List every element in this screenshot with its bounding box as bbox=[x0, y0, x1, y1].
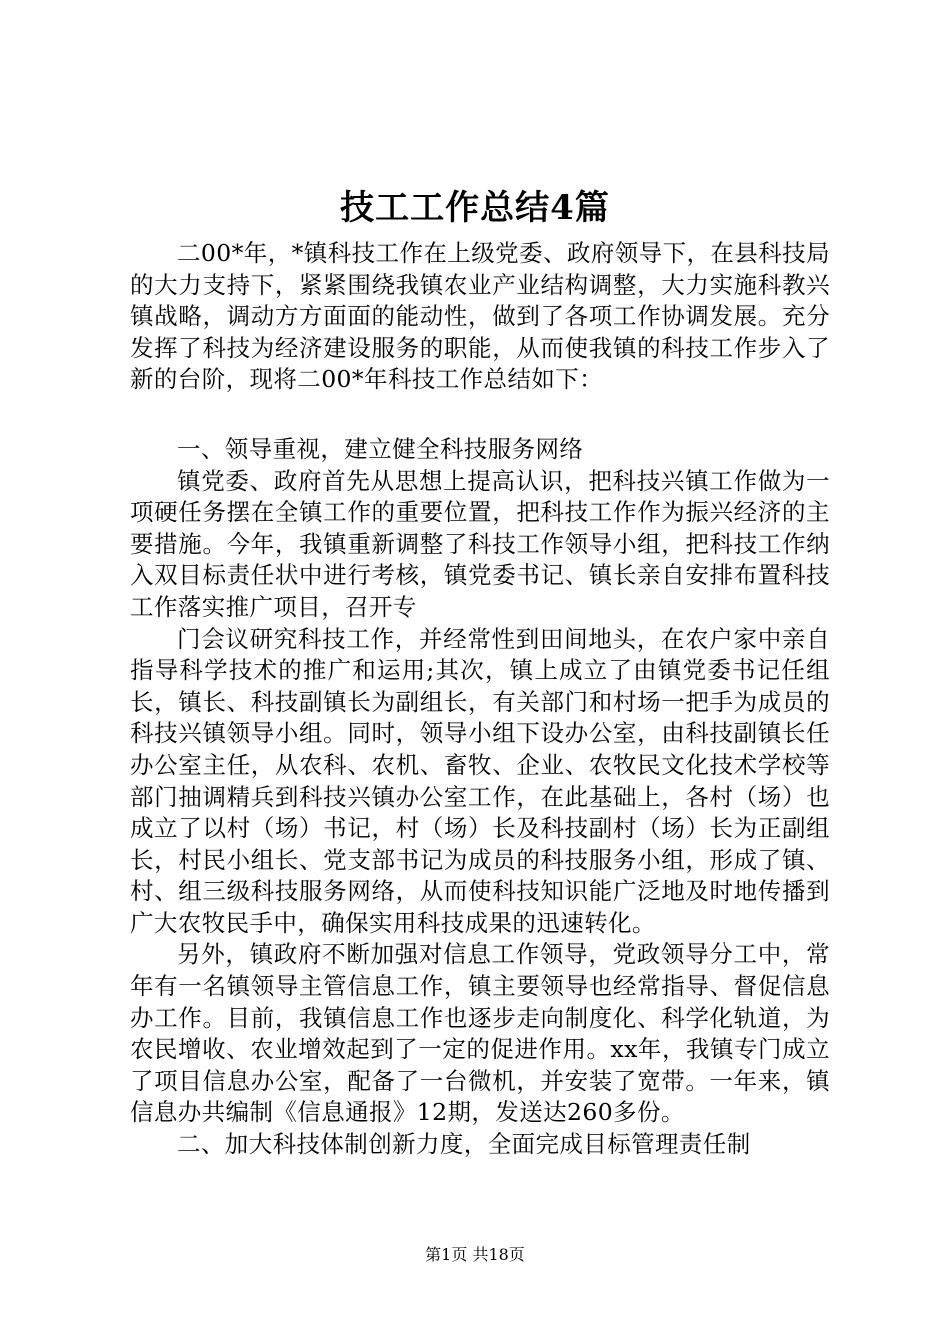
paragraph-spacer bbox=[130, 396, 830, 434]
body-paragraph: 镇党委、政府首先从思想上提高认识，把科技兴镇工作做为一项硬任务摆在全镇工作的重要位置，把科技工作作为振兴经济的主要措施。今年，我镇重新调整了科技工作领导小组，把科技工作纳入双目标责任状中进行考核，镇党委书记、镇长亲自安排布置科技工作落实推广项目，召开专 bbox=[130, 466, 830, 621]
intro-paragraph: 二00*年，*镇科技工作在上级党委、政府领导下，在县科技局的大力支持下，紧紧围绕我镇农业产业结构调整，大力实施科教兴镇战略，调动方方面面的能动性，做到了各项工作协调发展。充分发挥了科技为经济建设服务的职能，从而使我镇的科技工作步入了新的台阶，现将二00*年科技工作总结如下： bbox=[130, 239, 830, 394]
section-heading-2: 二、加大科技体制创新力度，全面完成目标管理责任制 bbox=[177, 1130, 751, 1159]
page-number-footer: 第1页 共18页 bbox=[425, 1245, 525, 1264]
body-paragraph: 另外，镇政府不断加强对信息工作领导，党政领导分工中，常年有一名镇领导主管信息工作，镇主要领导也经常指导、督促信息办工作。目前，我镇信息工作也逐步走向制度化、科学化轨道，为农民增收、农业增效起到了一定的促进作用。xx年，我镇专门成立了项目信息办公室，配备了一台微机，并安装了宽带。一年来，镇信息办共编制《信息通报》12期，发送达260多份。 bbox=[130, 940, 830, 1127]
document-body bbox=[130, 238, 830, 1161]
document-title: 技工工作总结4篇 bbox=[340, 188, 610, 228]
section-heading-1: 一、领导重视，建立健全科技服务网络 bbox=[177, 434, 584, 463]
body-paragraph: 门会议研究科技工作，并经常性到田间地头，在农户家中亲自指导科学技术的推广和运用;其次，镇上成立了由镇党委书记任组长，镇长、科技副镇长为副组长，有关部门和村场一把手为成员的科技兴镇领导小组。同时，领导小组下设办公室，由科技副镇长任办公室主任，从农科、农机、畜牧、企业、农牧民文化技术学校等部门抽调精兵到科技兴镇办公室工作，在此基础上，各村（场）也成立了以村（场）书记，村（场）长及科技副村（场）长为正副组长，村民小组长、党支部书记为成员的科技服务小组，形成了镇、村、组三级科技服务网络，从而使科技知识能广泛地及时地传播到广大农牧民手中，确保实用科技成果的迅速转化。 bbox=[130, 624, 830, 937]
